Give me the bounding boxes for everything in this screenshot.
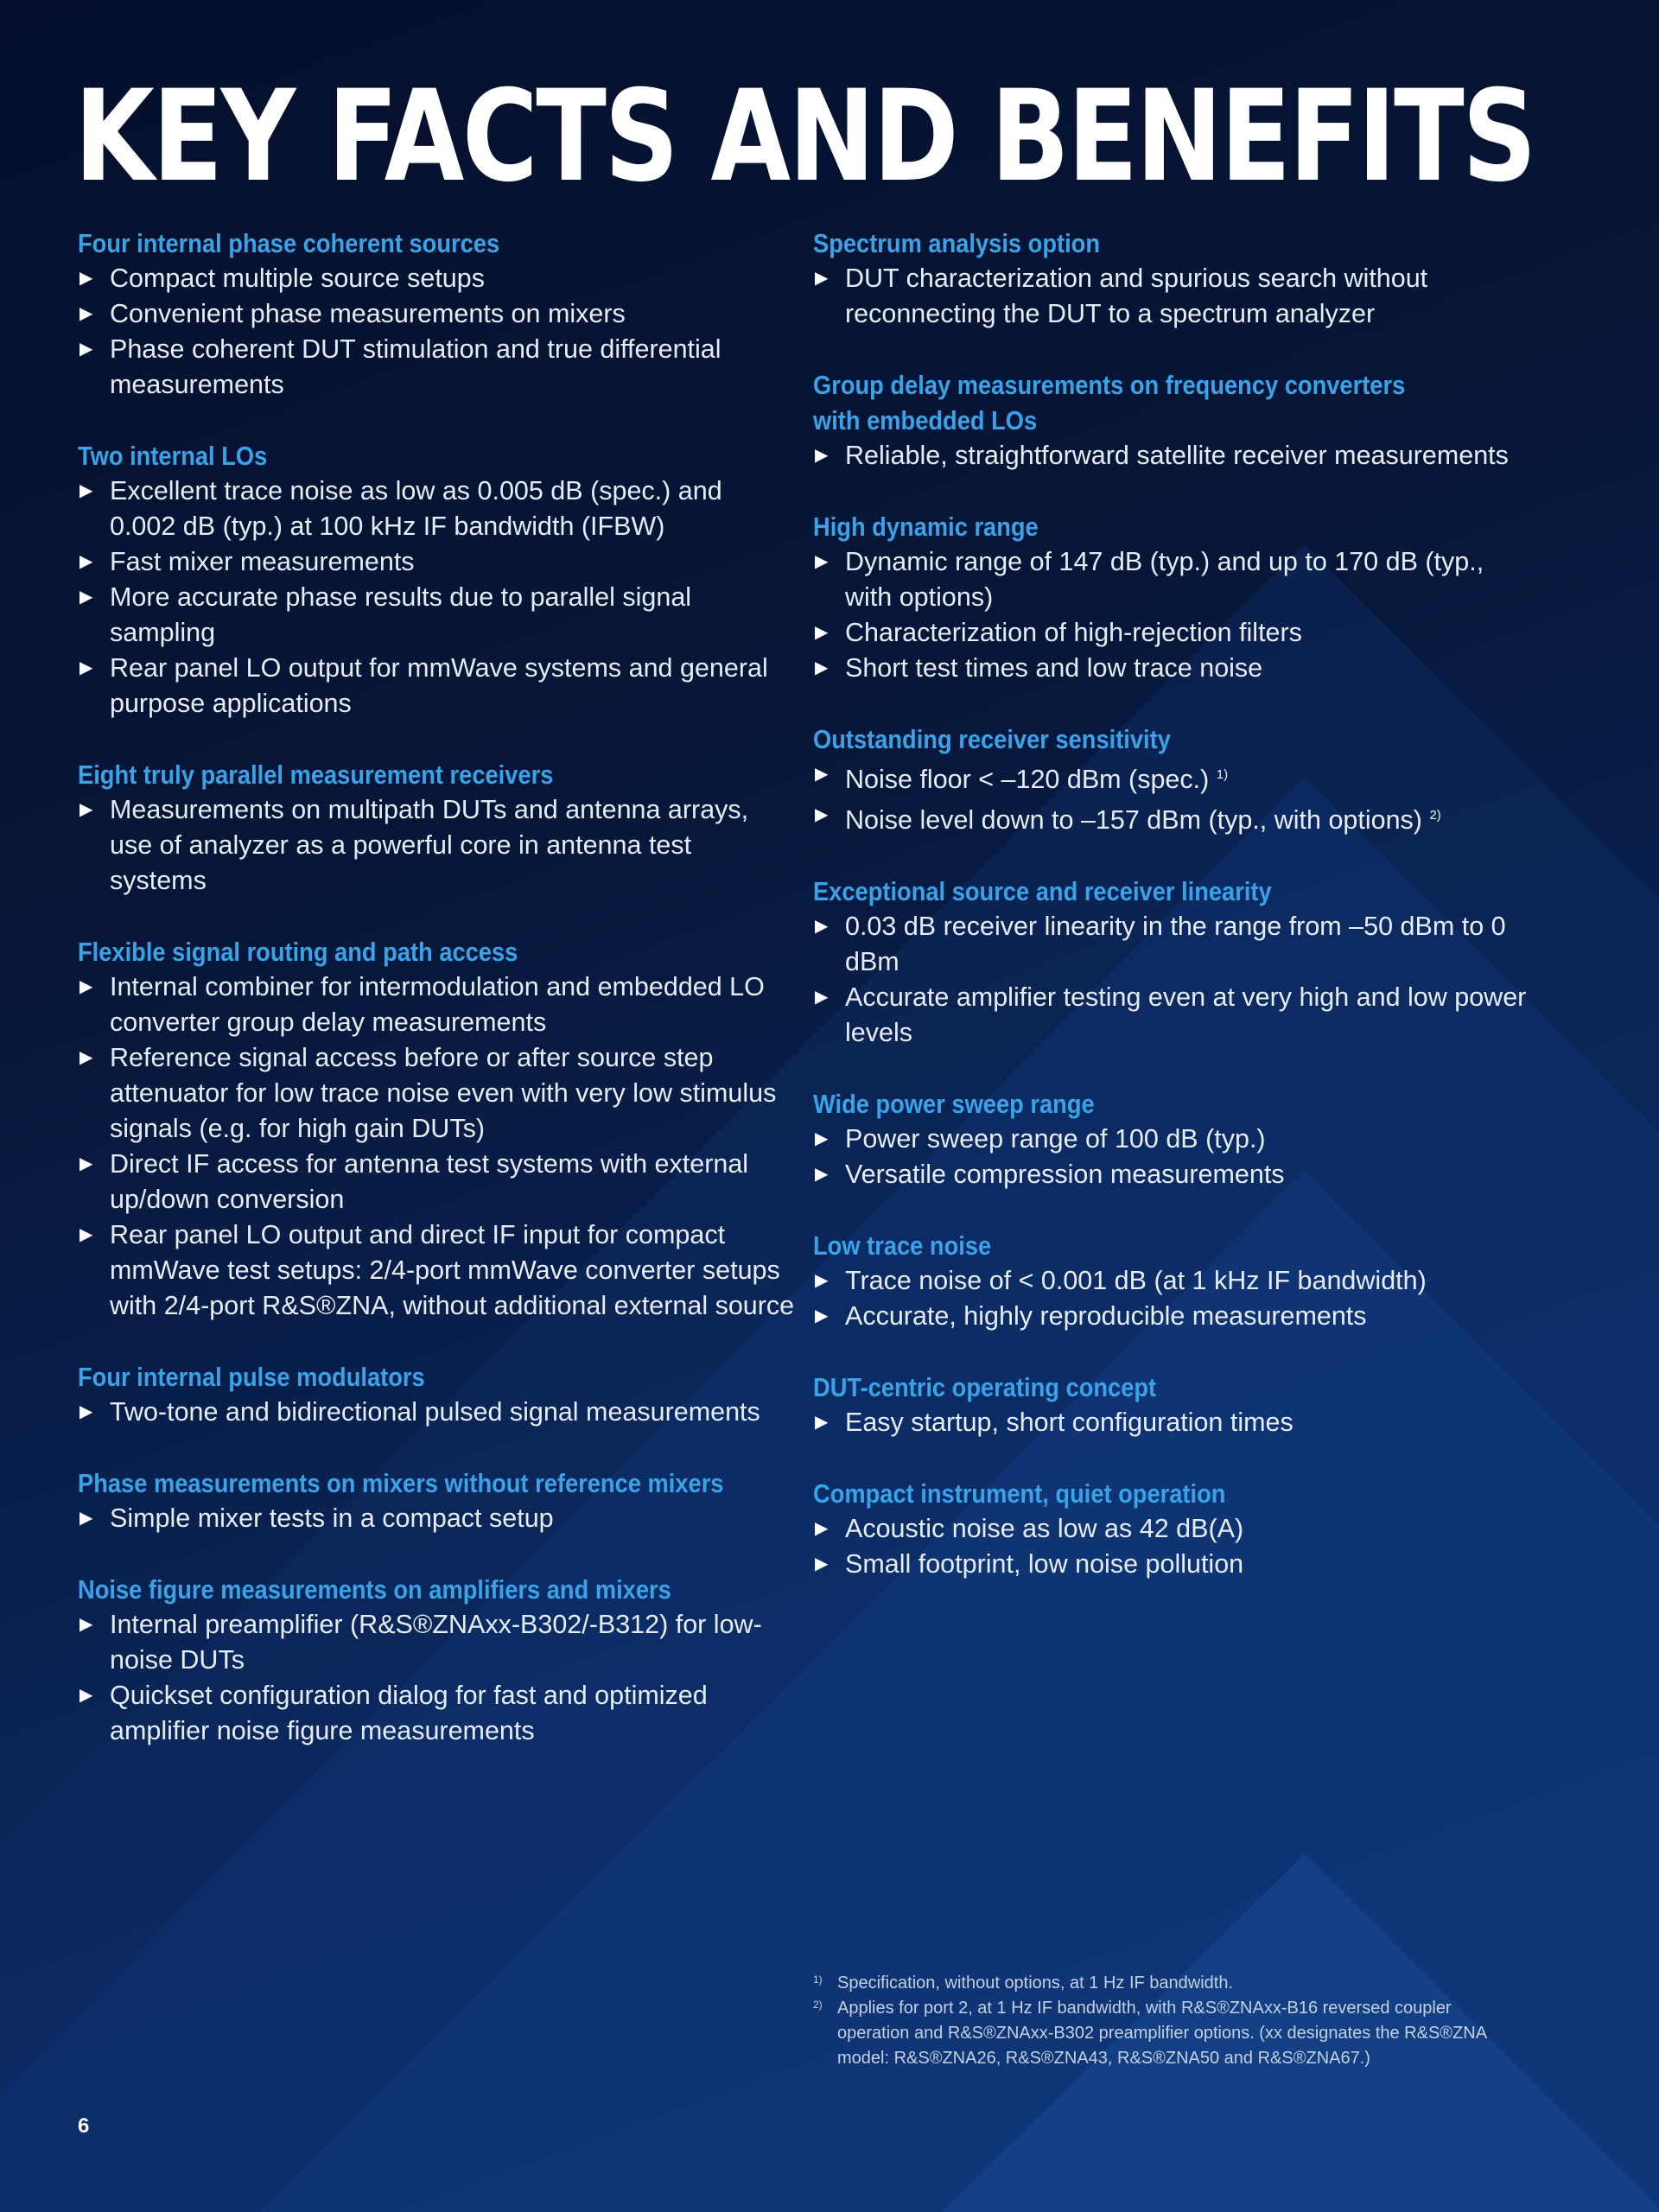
footnote-reference: 1) (1216, 767, 1229, 782)
bullet-item: ▶ Internal combiner for intermodulation and embedded LO converter group delay measurements (78, 969, 795, 1040)
section-signal-routing (78, 934, 795, 1324)
section-heading: Four internal pulse modulators (78, 1362, 425, 1392)
triangle-right-icon: ▶ (815, 552, 829, 571)
section-spectrum-analysis (813, 226, 1530, 332)
bullet-list (78, 792, 795, 899)
section-heading: Eight truly parallel measurement receivers (78, 760, 554, 790)
footnotes (813, 1971, 1496, 2071)
bullet-item: ▶ Trace noise of < 0.001 dB (at 1 kHz IF bandwidth) (813, 1263, 1530, 1299)
bullet-item: ▶ Short test times and low trace noise (813, 651, 1530, 686)
bullet-item: ▶ Measurements on multipath DUTs and antenna arrays, use of analyzer as a powerful core in antenna test systems (78, 792, 795, 899)
section-phase-measurements (78, 1465, 795, 1536)
section-parallel-receivers (78, 757, 795, 899)
section-compact-instrument (813, 1476, 1530, 1582)
bullet-list (813, 438, 1530, 474)
bullet-list (813, 909, 1530, 1051)
bullet-item: ▶ Convenient phase measurements on mixers (78, 296, 795, 332)
bullet-list (78, 1607, 795, 1749)
triangle-right-icon: ▶ (79, 588, 93, 607)
footnote (813, 1996, 1496, 2071)
triangle-right-icon: ▶ (815, 1129, 829, 1149)
bullet-item: ▶ Accurate amplifier testing even at very high and low power levels (813, 980, 1530, 1051)
bullet-item: ▶ Power sweep range of 100 dB (typ.) (813, 1122, 1530, 1157)
bullet-item: ▶ DUT characterization and spurious search without reconnecting the DUT to a spectrum analyzer (813, 261, 1530, 332)
bullet-item: ▶ Characterization of high-rejection filters (813, 615, 1530, 651)
bullet-item: ▶ Phase coherent DUT stimulation and true differential measurements (78, 332, 795, 403)
bullet-list (78, 261, 795, 403)
triangle-right-icon: ▶ (79, 1686, 93, 1705)
triangle-right-icon: ▶ (79, 800, 93, 819)
section-phase-coherent-sources (78, 226, 795, 403)
triangle-right-icon: ▶ (79, 1154, 93, 1173)
section-internal-los (78, 438, 795, 721)
left-column (78, 226, 795, 1784)
bullet-item: ▶ Simple mixer tests in a compact setup (78, 1501, 795, 1536)
section-pulse-modulators (78, 1359, 795, 1430)
triangle-right-icon: ▶ (815, 765, 829, 784)
section-heading: DUT-centric operating concept (813, 1372, 1157, 1403)
section-heading: Flexible signal routing and path access (78, 937, 518, 967)
bullet-item: ▶ Acoustic noise as low as 42 dB(A) (813, 1511, 1530, 1547)
footnote-mark: 1) (813, 1974, 823, 1986)
triangle-right-icon: ▶ (79, 304, 93, 323)
triangle-right-icon: ▶ (815, 446, 829, 465)
section-dynamic-range (813, 509, 1530, 686)
section-heading: Group delay measurements on frequency converters (813, 370, 1406, 400)
section-heading-continued: with embedded LOs (813, 405, 1038, 435)
bullet-item: ▶ Quickset configuration dialog for fast and optimized amplifier noise figure measurements (78, 1678, 795, 1749)
right-column (813, 226, 1530, 1618)
triangle-right-icon: ▶ (79, 1048, 93, 1067)
bullet-list (813, 1511, 1530, 1582)
bullet-list (813, 1405, 1530, 1440)
page-number: 6 (78, 2114, 90, 2138)
bullet-list (78, 969, 795, 1324)
footnote-text: Specification, without options, at 1 Hz IF bandwidth. (837, 1974, 1234, 1993)
bullet-item: ▶ Dynamic range of 147 dB (typ.) and up to 170 dB (typ., with options) (813, 544, 1530, 615)
bullet-list (813, 261, 1530, 332)
triangle-right-icon: ▶ (79, 340, 93, 359)
triangle-right-icon: ▶ (815, 658, 829, 677)
bullet-item: ▶ Reliable, straightforward satellite receiver measurements (813, 438, 1530, 474)
section-heading: Spectrum analysis option (813, 228, 1100, 258)
bullet-list (813, 1263, 1530, 1334)
bullet-item: ▶ Noise level down to –157 dBm (typ., with options) $^{2)}$ (813, 798, 1530, 838)
bullet-item: ▶ More accurate phase results due to parallel signal sampling (78, 580, 795, 651)
page-title: KEY FACTS AND BENEFITS (74, 63, 1535, 210)
triangle-right-icon: ▶ (815, 805, 829, 825)
triangle-right-icon: ▶ (815, 1165, 829, 1185)
footnote-mark: 2) (813, 1999, 823, 2011)
bullet-item: ▶ Fast mixer measurements (78, 544, 795, 580)
bullet-item: ▶ Reference signal access before or after source step attenuator for low trace noise even with very low stimulus signals (e.g. for high gain DUTs) (78, 1040, 795, 1147)
section-trace-noise (813, 1228, 1530, 1334)
section-heading: Compact instrument, quiet operation (813, 1478, 1226, 1510)
bullet-list (813, 544, 1530, 686)
bullet-item: ▶ Accurate, highly reproducible measurements (813, 1299, 1530, 1334)
bullet-item: ▶ Excellent trace noise as low as 0.005 dB (spec.) and 0.002 dB (typ.) at 100 kHz IF bandwidth (IFBW) (78, 474, 795, 544)
bullet-item: ▶ Two-tone and bidirectional pulsed signal measurements (78, 1395, 795, 1430)
triangle-right-icon: ▶ (79, 1225, 93, 1244)
bullet-item: ▶ Small footprint, low noise pollution (813, 1547, 1530, 1582)
triangle-right-icon: ▶ (815, 1519, 829, 1539)
section-receiver-sensitivity (813, 721, 1530, 838)
triangle-right-icon: ▶ (815, 917, 829, 937)
triangle-right-icon: ▶ (815, 988, 829, 1007)
bullet-item: ▶ 0.03 dB receiver linearity in the range from –50 dBm to 0 dBm (813, 909, 1530, 980)
footnote (813, 1971, 1496, 1996)
triangle-right-icon: ▶ (79, 977, 93, 996)
triangle-right-icon: ▶ (79, 658, 93, 677)
bullet-list (813, 757, 1530, 838)
triangle-right-icon: ▶ (79, 1402, 93, 1421)
triangle-right-icon: ▶ (815, 1413, 829, 1433)
bullet-item: ▶ Easy startup, short configuration times (813, 1405, 1530, 1440)
footnote-reference: 2) (1429, 808, 1441, 823)
bullet-item: ▶ Compact multiple source setups (78, 261, 795, 296)
bullet-list (813, 1122, 1530, 1192)
section-heading: Outstanding receiver sensitivity (813, 724, 1171, 754)
section-heading: Four internal phase coherent sources (78, 228, 500, 258)
bullet-item: ▶ Versatile compression measurements (813, 1157, 1530, 1192)
section-power-sweep (813, 1086, 1530, 1192)
section-heading: Wide power sweep range (813, 1089, 1095, 1120)
triangle-right-icon: ▶ (79, 1509, 93, 1528)
triangle-right-icon: ▶ (815, 1306, 829, 1326)
bullet-list (78, 1501, 795, 1536)
bullet-list (78, 1395, 795, 1430)
section-group-delay (813, 367, 1530, 474)
bullet-item: ▶ Rear panel LO output for mmWave systems and general purpose applications (78, 651, 795, 721)
bullet-item: ▶ Internal preamplifier (R&S®ZNAxx-B302/-B312) for low-noise DUTs (78, 1607, 795, 1678)
triangle-right-icon: ▶ (815, 1554, 829, 1574)
section-heading: Low trace noise (813, 1230, 992, 1262)
section-operating-concept (813, 1370, 1530, 1440)
triangle-right-icon: ▶ (79, 481, 93, 500)
section-heading: High dynamic range (813, 512, 1039, 542)
bullet-item: ▶ Direct IF access for antenna test systems with external up/down conversion (78, 1147, 795, 1217)
section-heading: Two internal LOs (78, 441, 268, 471)
bullet-list (78, 474, 795, 721)
triangle-right-icon: ▶ (815, 269, 829, 288)
triangle-right-icon: ▶ (79, 552, 93, 571)
footnote-text: Applies for port 2, at 1 Hz IF bandwidth, with R&S®ZNAxx-B16 reversed coupler operation and R&S®ZNAxx-B302 preamplifier options. (xx designates the R&S®ZNA model: R&S®ZNA26, R&S®ZNA43, R&S®ZNA50 and R&S®ZNA67.) (837, 1999, 1486, 2068)
triangle-right-icon: ▶ (79, 269, 93, 288)
section-heading: Noise figure measurements on amplifiers and mixers (78, 1574, 671, 1605)
triangle-right-icon: ▶ (79, 1615, 93, 1634)
section-noise-figure (78, 1572, 795, 1749)
section-heading: Exceptional source and receiver linearity (813, 876, 1272, 907)
section-heading: Phase measurements on mixers without reference mixers (78, 1468, 724, 1498)
section-linearity (813, 874, 1530, 1051)
bullet-item: ▶ Rear panel LO output and direct IF input for compact mmWave test setups: 2/4-port mmWave converter setups with 2/4-port R&S®ZNA, without additional external source (78, 1217, 795, 1324)
bullet-item: ▶ Noise floor < –120 dBm (spec.) $^{1)}$ (813, 757, 1530, 798)
triangle-right-icon: ▶ (815, 623, 829, 642)
triangle-right-icon: ▶ (815, 1271, 829, 1291)
